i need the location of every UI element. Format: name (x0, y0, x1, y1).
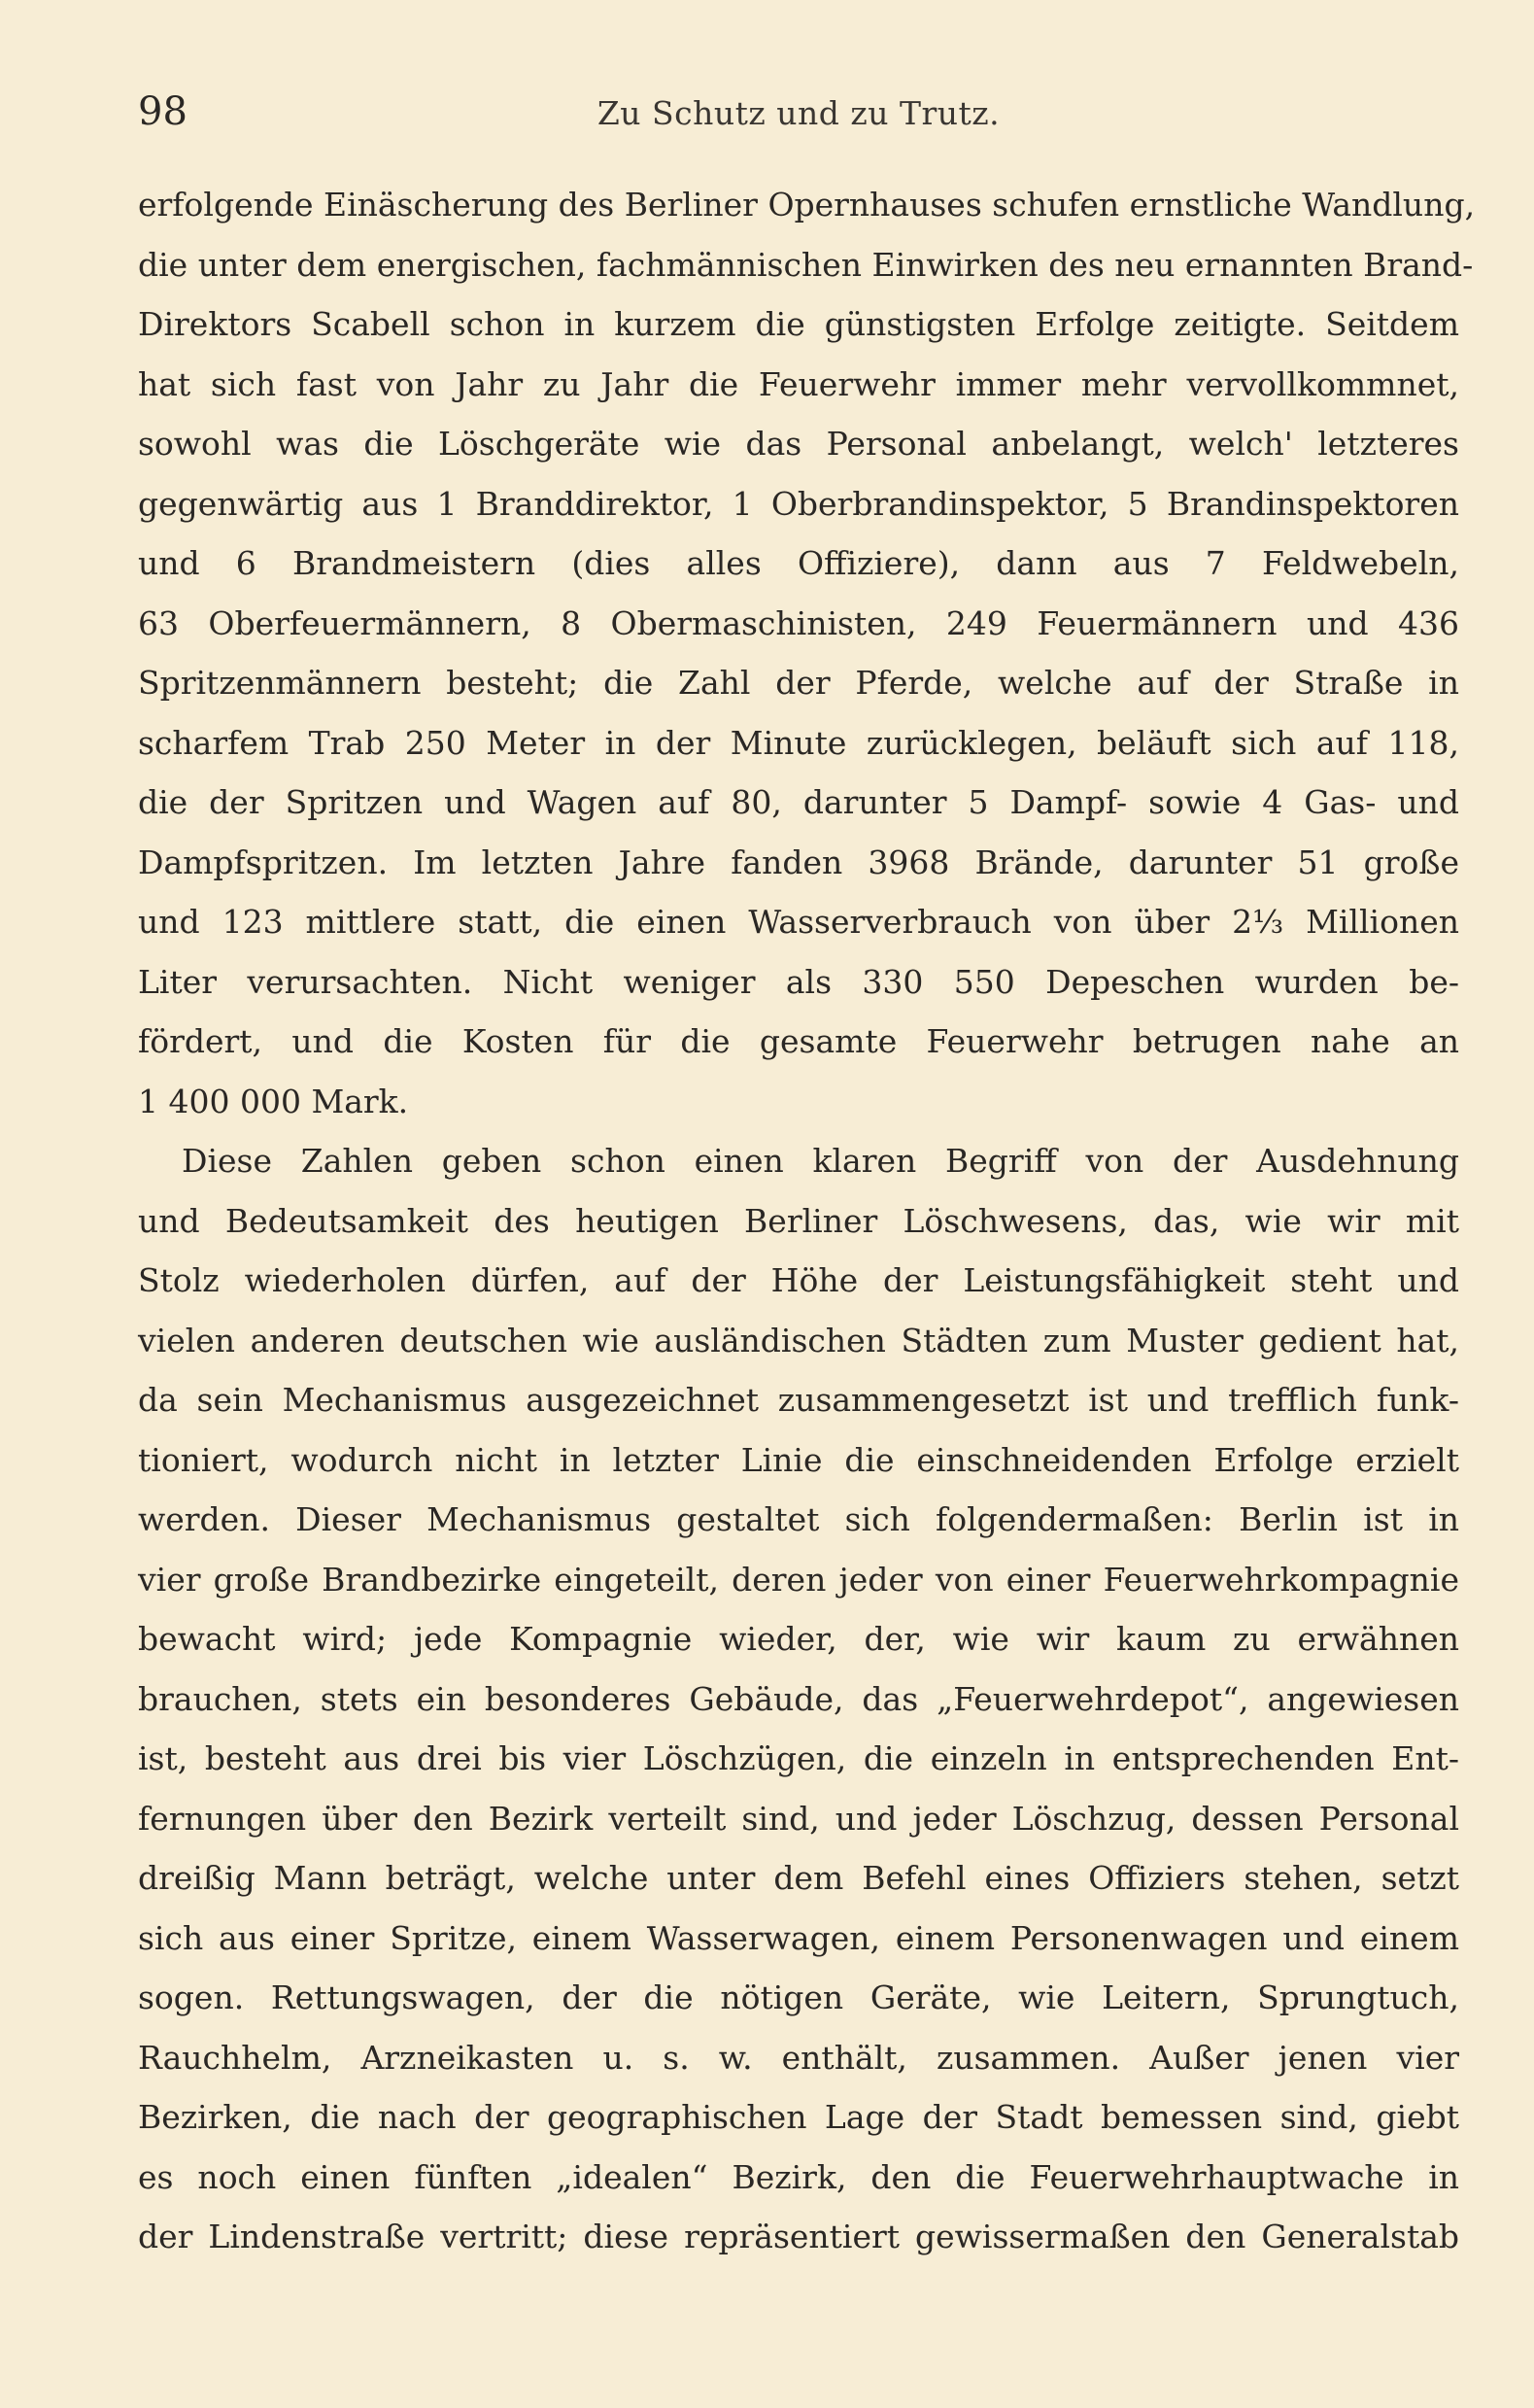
text-line: und 6 Brandmeistern (dies alles Offiziere), dann aus 7 Feldwebeln, (138, 544, 1459, 582)
text-line: Spritzenmännern besteht; die Zahl der Pferde, welche auf der Straße in (138, 664, 1459, 702)
text-line: fördert, und die Kosten für die gesamte Feuerwehr betrugen nahe an (138, 1022, 1459, 1060)
text-line: ist, besteht aus drei bis vier Löschzügen, die einzeln in entsprechenden Ent- (138, 1739, 1459, 1777)
text-line: Bezirken, die nach der geographischen Lage der Stadt bemessen sind, giebt (138, 2098, 1459, 2136)
text-line: hat sich fast von Jahr zu Jahr die Feuerwehr immer mehr vervollkommnet, (138, 364, 1459, 403)
running-title: Zu Schutz und zu Trutz. (597, 94, 1001, 132)
text-line: und Bedeutsamkeit des heutigen Berliner Löschwesens, das, wie wir mit (138, 1201, 1459, 1240)
body-text (138, 175, 1476, 2267)
text-line: 63 Oberfeuermännern, 8 Obermaschinisten, 249 Feuermännern und 436 (138, 603, 1459, 642)
text-line: Liter verursachten. Nicht weniger als 330 550 Depeschen wurden be- (138, 962, 1459, 1001)
paragraph (138, 175, 1476, 1131)
text-line: gegenwärtig aus 1 Branddirektor, 1 Oberbrandinspektor, 5 Brandinspektoren (138, 484, 1459, 523)
text-line: fernungen über den Bezirk verteilt sind, und jeder Löschzug, dessen Personal (138, 1799, 1459, 1838)
text-line: Stolz wiederholen dürfen, auf der Höhe der Leistungsfähigkeit steht und (138, 1261, 1459, 1299)
text-line: es noch einen fünften „idealen“ Bezirk, den die Feuerwehrhauptwache in (138, 2157, 1459, 2196)
text-line: Dampfspritzen. Im letzten Jahre fanden 3968 Brände, darunter 51 große (138, 843, 1459, 881)
text-line: vielen anderen deutschen wie ausländischen Städten zum Muster gedient hat, (138, 1321, 1459, 1359)
text-line: 1 400 000 Mark. (138, 1082, 409, 1120)
text-line: die der Spritzen und Wagen auf 80, darunter 5 Dampf- sowie 4 Gas- und (138, 783, 1459, 821)
text-line: da sein Mechanismus ausgezeichnet zusammengesetzt ist und trefflich funk- (138, 1381, 1459, 1419)
text-line: Rauchhelm, Arzneikasten u. s. w. enthält, zusammen. Außer jenen vier (138, 2038, 1459, 2077)
text-line: dreißig Mann beträgt, welche unter dem Befehl eines Offiziers stehen, setzt (138, 1859, 1459, 1897)
text-line: scharfem Trab 250 Meter in der Minute zurücklegen, beläuft sich auf 118, (138, 723, 1459, 762)
text-line: und 123 mittlere statt, die einen Wasserverbrauch von über 2⅓ Millionen (138, 903, 1459, 941)
text-line: bewacht wird; jede Kompagnie wieder, der, wie wir kaum zu erwähnen (138, 1620, 1459, 1658)
text-line: werden. Dieser Mechanismus gestaltet sich folgendermaßen: Berlin ist in (138, 1500, 1459, 1538)
text-line: sich aus einer Spritze, einem Wasserwagen, einem Personenwagen und einem (138, 1918, 1459, 1957)
text-line: vier große Brandbezirke eingeteilt, deren jeder von einer Feuerwehrkompagnie (138, 1560, 1459, 1599)
text-line: die unter dem energischen, fachmännischen Einwirken des neu ernannten Brand- (138, 245, 1474, 284)
page-header (138, 87, 1459, 146)
text-line: der Lindenstraße vertritt; diese repräsentiert gewissermaßen den Generalstab (138, 2218, 1459, 2255)
text-line: Diese Zahlen geben schon einen klaren Begriff von der Ausdehnung (182, 1142, 1459, 1180)
page-number: 98 (138, 89, 187, 134)
text-line: Direktors Scabell schon in kurzem die günstigsten Erfolge zeitigte. Seitdem (138, 305, 1459, 343)
text-line: sogen. Rettungswagen, der die nötigen Geräte, wie Leitern, Sprungtuch, (138, 1978, 1459, 2016)
paragraph (138, 1131, 1459, 2267)
text-line: brauchen, stets ein besonderes Gebäude, das „Feuerwehrdepot“, angewiesen (138, 1679, 1459, 1718)
text-line: tioniert, wodurch nicht in letzter Linie die einschneidenden Erfolge erzielt (138, 1440, 1459, 1479)
text-line: erfolgende Einäscherung des Berliner Opernhauses schufen ernstliche Wandlung, (138, 186, 1476, 224)
text-line: sowohl was die Löschgeräte wie das Personal anbelangt, welch' letzteres (138, 425, 1459, 463)
